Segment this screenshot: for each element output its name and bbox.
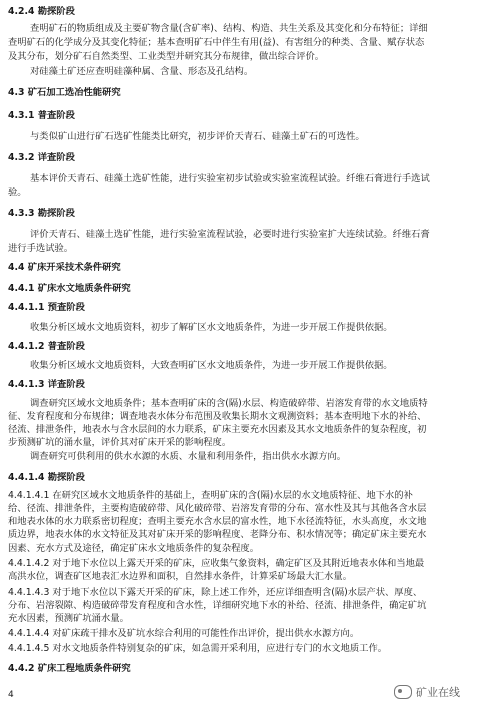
text-line: 验。 [8, 187, 27, 198]
section-heading: 4.4.1.1 预查阶段 [8, 302, 85, 313]
text-line: 进行手选试验。 [8, 243, 74, 254]
text-line: 质边界，地表水体的水文特征及其对矿床开采的影响程度、老降分布、积水情况等；确定矿床主要充水 [8, 529, 427, 540]
section-heading: 4.3.2 详查阶段 [8, 152, 75, 163]
section-heading: 4.3.3 勘探阶段 [8, 208, 75, 219]
text-line: 对硅藻土矿还应查明硅藻种属、含量、形态及孔结构。 [30, 66, 254, 77]
text-line: 步预测矿坑的涌水量，评价其对矿床开采的影响程度。 [8, 437, 232, 448]
text-line: 基本评价天青石、硅藻土选矿性能，进行实验室初步试验或实验室流程试验。纤维石膏进行手选试 [30, 173, 430, 184]
text-line: 征、发育程度和分布规律；调查地表水体分布范围及收集长期水文观测资料；基本查明地下水的补给、 [8, 411, 427, 422]
section-heading: 4.3 矿石加工选冶性能研究 [8, 87, 121, 98]
text-line: 因素、充水方式及途径，确定矿床水文地质条件的复杂程度。 [8, 543, 260, 554]
text-line: 收集分析区域水文地质资料，大致查明矿区水文地质条件，为进一步开展工作提供依据。 [30, 360, 393, 371]
text-line: 4.4.1.4.4 对矿床疏干排水及矿坑水综合利用的可能性作出评价，提出供水水源方向。 [8, 628, 360, 639]
text-line: 调查研究区域水文地质条件；基本查明矿床的含(隔)水层、构造破碎带、岩溶发育带的水文地质特 [30, 398, 428, 409]
text-line: 收集分析区域水文地质资料，初步了解矿区水文地质条件，为进一步开展工作提供依据。 [30, 322, 393, 333]
text-line: 评价天青石、硅藻土选矿性能，进行实验室流程试验，必要时进行实验室扩大连续试验。纤维石膏 [30, 229, 430, 240]
text-line: 和地表水体的水力联系密切程度；查明主要充水含水层的富水性，地下水径流特征，水头高度，水文地 [8, 516, 427, 527]
text-line: 与类似矿山进行矿石选矿性能类比研究，初步评价天青石、硅藻土矿石的可选性。 [30, 131, 365, 142]
text-line: 4.4.1.4.3 对于地下水位以下露天开采的矿床，除上述工作外，还应详细查明含(隔)水层产状、厚度、 [8, 587, 423, 598]
text-line: 及其分布，划分矿石自然类型、工业类型并研究其分布规律，做出综合评价。 [8, 51, 325, 62]
text-line: 查明矿石的物质组成及主要矿物含量(含矿率)、结构、构造、共生关系及其变化和分布特征；详细 [30, 23, 428, 34]
text-line: 查明矿石的化学成分及其变化特征；基本查明矿石中伴生有用(益)、有害组分的种类、含量、赋存状态 [8, 37, 425, 48]
section-heading: 4.4.1.2 普查阶段 [8, 341, 85, 352]
text-line: 高洪水位，调查矿区地表汇水边界和面积，自然排水条件，计算采矿场最大汇水量。 [8, 571, 352, 582]
section-heading: 4.4.1 矿床水文地质条件研究 [8, 283, 131, 294]
text-line: 调查研究可供利用的供水水源的水质、水量和利用条件，指出供水水源方向。 [30, 451, 347, 462]
watermark-text: 矿业在线 [416, 686, 460, 699]
section-heading: 4.3.1 普查阶段 [8, 110, 75, 121]
section-heading: 4.2.4 勘探阶段 [8, 6, 75, 17]
text-line: 给、径流、排泄条件，主要构造破碎带、风化破碎带、岩溶发育带的分布、富水性及其与其他各含水层 [8, 503, 427, 514]
section-heading: 4.4.1.3 详查阶段 [8, 379, 85, 390]
text-line: 4.4.1.4.2 对于地下水位以上露天开采的矿床，应收集气象资料，确定矿区及其附近地表水体和当地最 [8, 558, 425, 569]
section-heading: 4.4 矿床开采技术条件研究 [8, 262, 121, 273]
text-line: 4.4.1.4.1 在研究区域水文地质条件的基础上，查明矿床的含(隔)水层的水文地质特征、地下水的补 [8, 490, 413, 501]
text-line: 充水因素，预测矿坑涌水量。 [8, 613, 129, 624]
text-line: 4.4.1.4.5 对水文地质条件特别复杂的矿床，如急需开采利用，应进行专门的水文地质工作。 [8, 643, 388, 654]
text-line: 径流、排泄条件，地表水与含水层间的水力联系，矿床主要充水因素及其水文地质条件的复杂程度，初 [8, 424, 427, 435]
wechat-icon [394, 685, 412, 699]
page-number: 4 [8, 690, 14, 700]
watermark [394, 684, 460, 700]
text-line: 分布、岩溶裂隙、构造破碎带发育程度和含水性，详细研究地下水的补给、径流、排泄条件，确定矿坑 [8, 600, 427, 611]
section-heading: 4.4.1.4 勘探阶段 [8, 472, 85, 483]
section-heading: 4.4.2 矿床工程地质条件研究 [8, 663, 131, 674]
